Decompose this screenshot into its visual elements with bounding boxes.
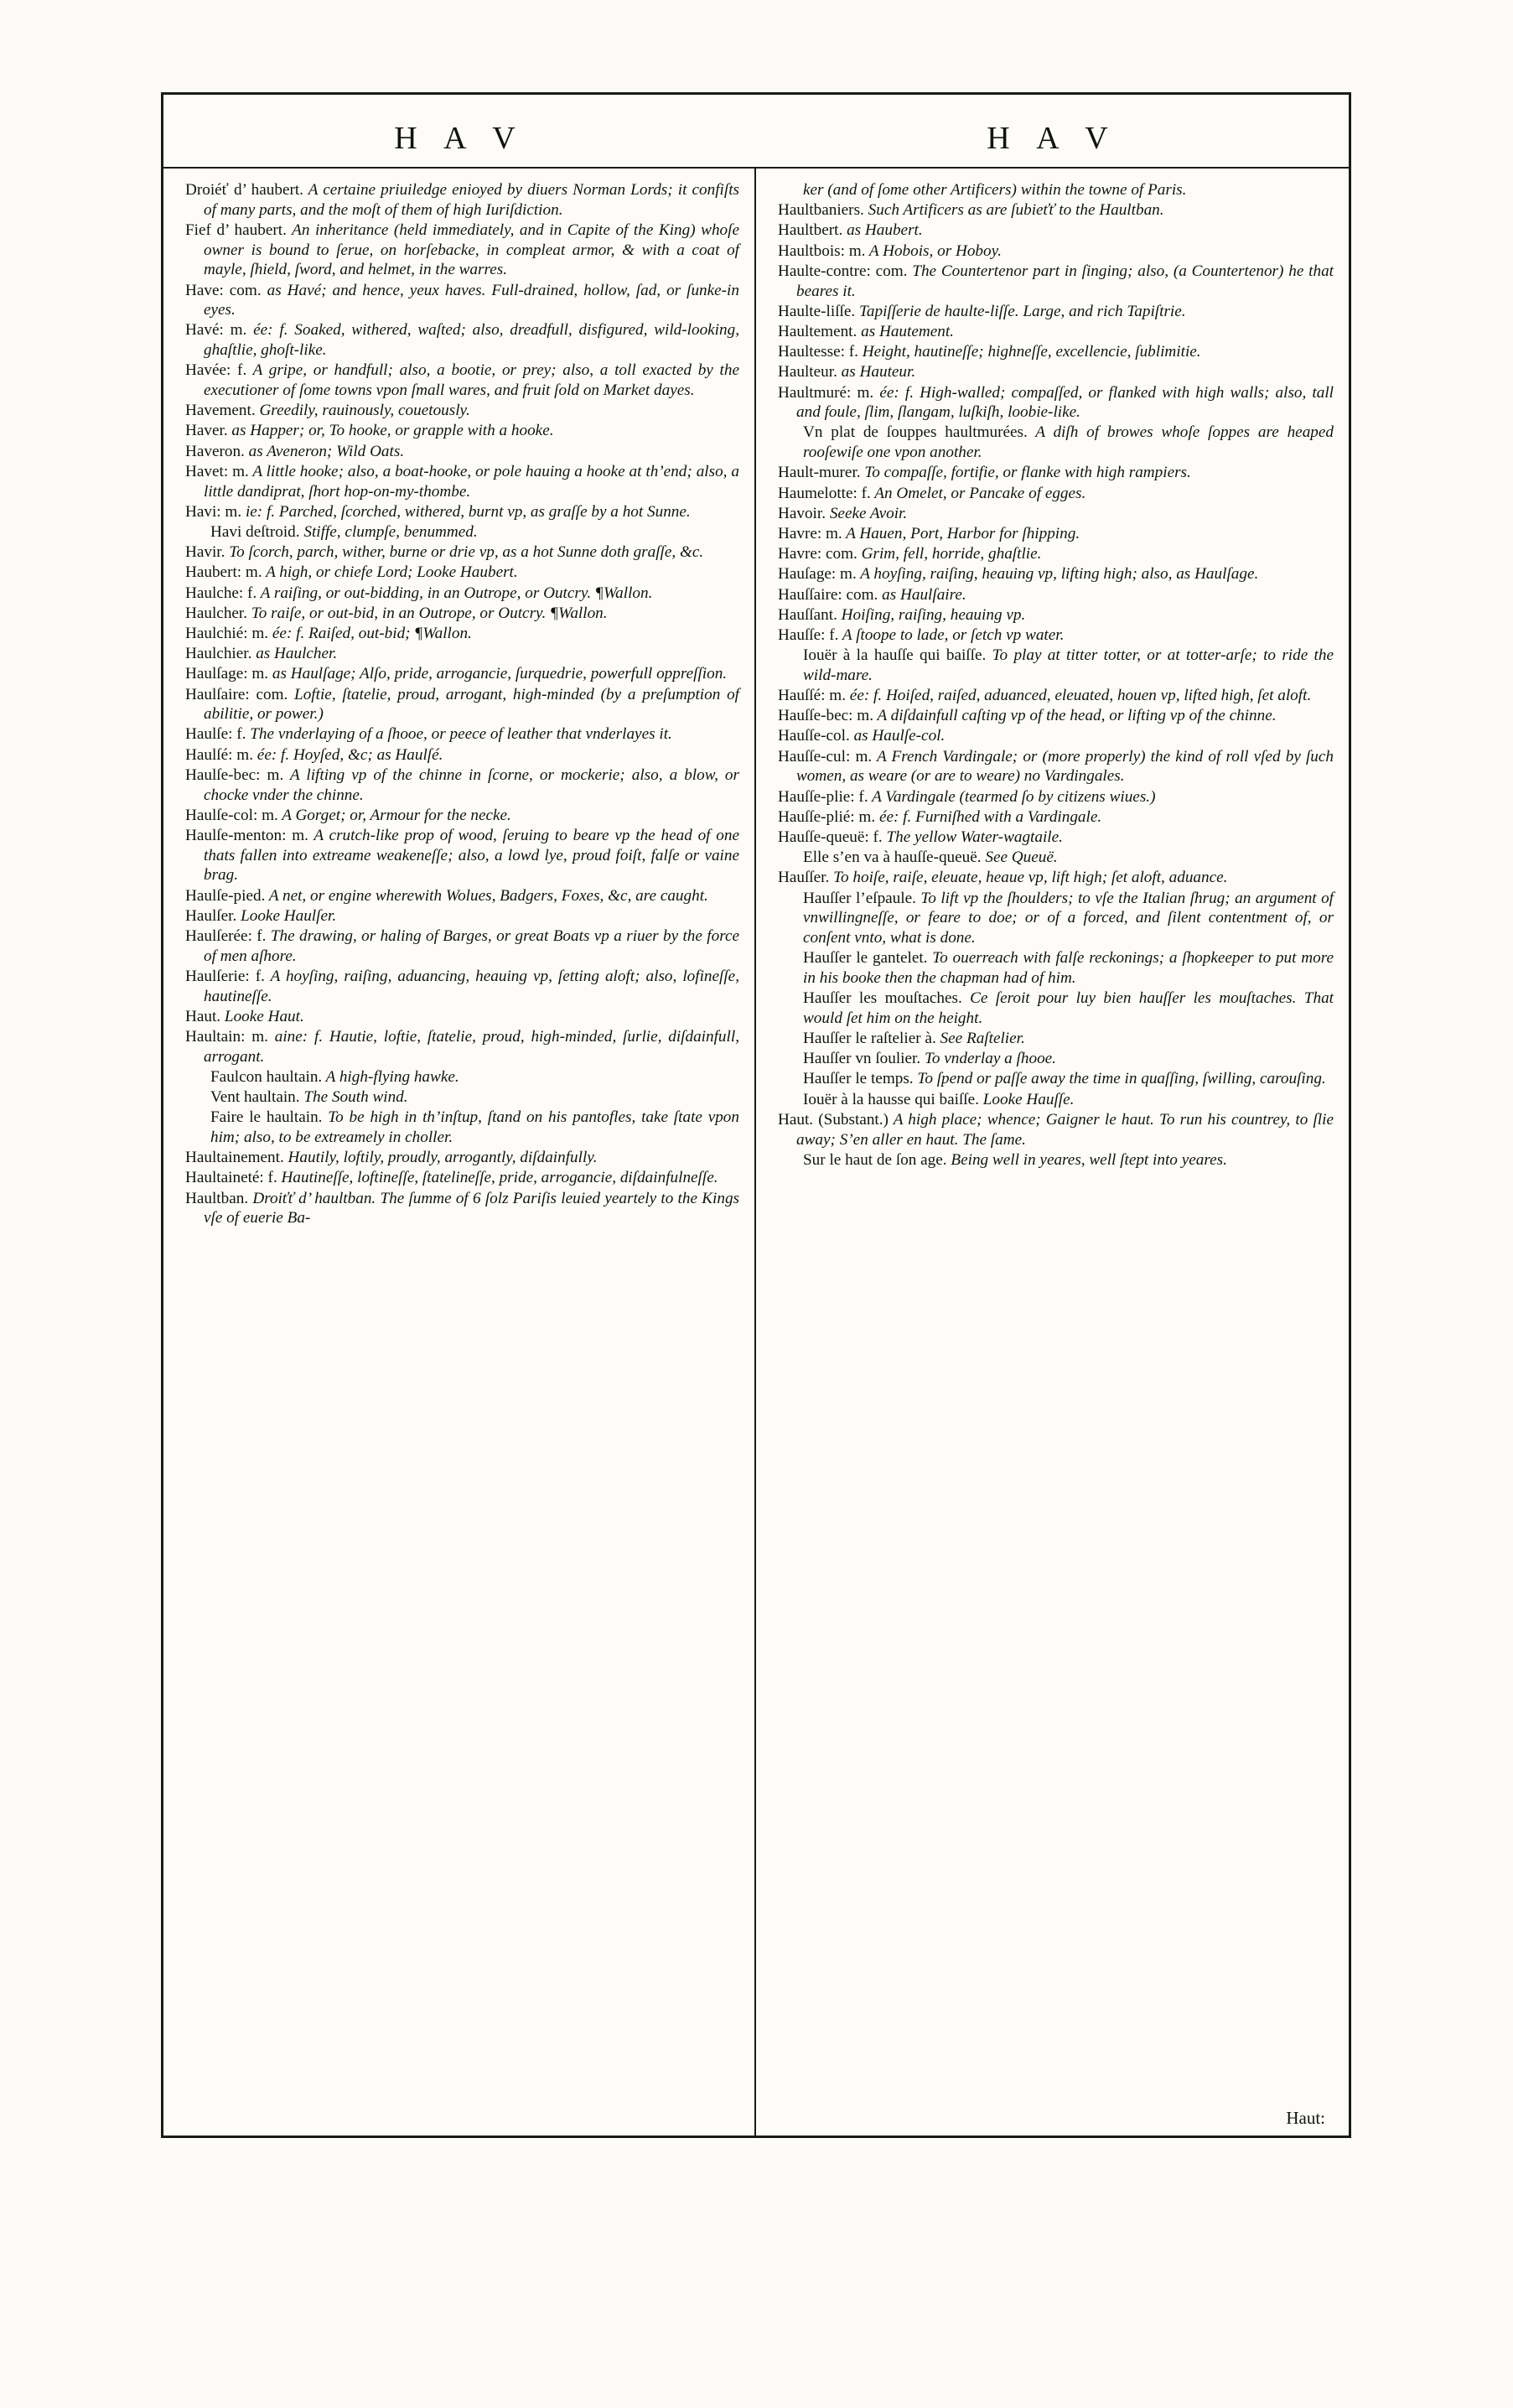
entry-definition: An Omelet, or Pancake of egges.: [870, 484, 1086, 502]
dictionary-entry: [185, 563, 739, 583]
dictionary-entry: [185, 906, 739, 926]
entry-definition: as Havé; and hence, yeux haves. Full-drained, hollow, ſad, or ſunke-in eyes.: [204, 281, 739, 319]
entry-definition: Droiťť d’ haultban. The ſumme of 6 ſolz Pariſis leuied yeartely to the Kings vſe of euerie Ba-: [204, 1189, 739, 1227]
dictionary-entry: [185, 1087, 739, 1108]
entry-headword: Haver.: [185, 422, 228, 440]
entry-definition: Looke Hauſſe.: [978, 1090, 1075, 1108]
entry-headword: Havi deſtroid.: [210, 522, 300, 541]
entry-headword: Hauſſant.: [778, 605, 837, 624]
dictionary-entry: [185, 724, 739, 745]
dictionary-entry: [778, 787, 1334, 807]
dictionary-entry: [778, 322, 1334, 342]
dictionary-entry: [185, 826, 739, 885]
entry-definition: Being well in yeares, well ſtept into yeares.: [946, 1150, 1227, 1169]
dictionary-entry: [778, 383, 1334, 423]
entry-headword: Haubert: m.: [185, 563, 262, 582]
dictionary-entry: [778, 948, 1334, 988]
entry-headword: Havoir.: [778, 504, 826, 522]
entry-headword: Hauſſe-plie: f.: [778, 787, 868, 806]
dictionary-entry: [778, 262, 1334, 301]
entry-headword: Have: com.: [185, 281, 262, 299]
column-left-entries: [185, 180, 739, 1228]
entry-headword: Haultbois: m.: [778, 241, 866, 260]
entry-headword: Haulſe: f.: [185, 725, 246, 744]
entry-headword: Haultbaniers.: [778, 201, 864, 220]
dictionary-entry: [778, 585, 1334, 605]
dictionary-entry: [185, 421, 739, 441]
entry-definition: The Countertenor part in ſinging; also, (a Countertenor) he that beares it.: [796, 262, 1334, 300]
entry-headword: Havement.: [185, 402, 256, 420]
entry-definition: Height, hautineſſe; highneſſe, excellencie, ſublimitie.: [858, 343, 1201, 361]
entry-definition: Looke Haut.: [220, 1007, 304, 1025]
entry-headword: Haultban.: [185, 1189, 249, 1207]
dictionary-entry: [778, 1069, 1334, 1089]
entry-headword: Haulſer.: [185, 906, 237, 925]
entry-definition: See Queuë.: [981, 849, 1058, 867]
entry-definition: as Hauteur.: [837, 363, 916, 381]
entry-definition: as Aveneron; Wild Oats.: [244, 442, 405, 460]
dictionary-entry: [778, 241, 1334, 262]
entry-definition: To be high in th’inſtup, ſtand on his pantofles, take ſtate vpon him; also, to be extreamely in choller.: [210, 1108, 739, 1147]
dictionary-entry: [185, 584, 739, 604]
catchword: Haut:: [1286, 2108, 1325, 2128]
entry-definition: ée: f. Hoiſed, raiſed, aduanced, eleuated, houen vp, lifted high, ſet aloft.: [846, 687, 1312, 705]
dictionary-entry: [778, 747, 1334, 786]
entry-definition: A little hooke; also, a boat-hooke, or pole hauing a hooke at th’end; also, a little dandiprat, ſhort hop-on-my-thombe.: [204, 462, 739, 501]
entry-definition: A certaine priuiledge enioyed by diuers Norman Lords; it confiſts of many parts, and the moſt of them of high Iuriſdiction.: [204, 181, 740, 219]
running-heads: [163, 95, 1349, 167]
dictionary-entry: [778, 889, 1334, 948]
entry-headword: Haultement.: [778, 322, 858, 340]
entry-definition: A raiſing, or out-bidding, in an Outrope, or Outcry. ¶Wallon.: [256, 584, 653, 602]
entry-headword: Haulſerie: f.: [185, 967, 265, 985]
entry-definition: A lifting vp of the chinne in ſcorne, or mockerie; also, a blow, or chocke vnder the chinne.: [204, 765, 739, 804]
entry-definition: as Happer; or, To hooke, or grapple with a hooke.: [227, 422, 554, 440]
entry-definition: Grim, fell, horride, ghaſtlie.: [857, 545, 1042, 563]
dictionary-entry: [185, 522, 739, 542]
entry-definition: ée: f. Hoyſed, &c; as Haulſé.: [253, 745, 443, 764]
dictionary-entry: [185, 967, 739, 1006]
entry-headword: Hauſſer vn ſoulier.: [803, 1050, 921, 1068]
entry-definition: Seeke Avoir.: [826, 504, 908, 522]
entry-definition: as Haubert.: [842, 221, 923, 240]
entry-definition: To ouerreach with falſe reckonings; a ſhopkeeper to put more in his booke then the chapman had of him.: [803, 949, 1334, 987]
entry-definition: ée: f. Raiſed, out-bid; ¶Wallon.: [268, 624, 472, 642]
column-right: [756, 169, 1349, 2136]
entry-definition: An inheritance (held immediately, and in Capite of the King) whoſe owner is bound to ſerue, on horſebacke, in compleat armor, & with a coat of mayle, ſhield, ſword, and helmet, in the warres.: [204, 221, 739, 279]
entry-definition: A gripe, or handfull; also, a bootie, or prey; also, a toll exacted by the executioner of ſome towns vpon ſmall wares, and fruit ſold on Market dayes.: [204, 361, 739, 400]
entry-headword: Haut. (Substant.): [778, 1110, 889, 1129]
entry-headword: Havre: com.: [778, 545, 858, 563]
entry-headword: Hauſſer le gantelet.: [803, 949, 928, 968]
dictionary-entry: [778, 868, 1334, 888]
entry-definition: as Hautement.: [857, 322, 954, 340]
entry-definition: To compaſſe, fortifie, or flanke with high rampiers.: [860, 464, 1191, 482]
dictionary-entry: [778, 1029, 1334, 1049]
entry-headword: Haulſage: m.: [185, 665, 269, 683]
entry-headword: Havir.: [185, 543, 225, 562]
dictionary-entry: [778, 524, 1334, 544]
page-frame: [161, 92, 1351, 2138]
dictionary-entry: [778, 848, 1334, 868]
entry-headword: Haultbert.: [778, 221, 843, 240]
entry-definition: To hoiſe, raiſe, eleuate, heaue vp, lift high; ſet aloft, aduance.: [829, 869, 1228, 887]
entry-definition: Such Artificers as are ſubieťť to the Haultban.: [863, 201, 1164, 220]
column-right-entries: [778, 180, 1334, 1170]
entry-definition: A French Vardingale; or (more properly) the kind of roll vſed by ſuch women, as weare (or are to weare) no Vardingales.: [796, 747, 1334, 786]
dictionary-entry: [185, 221, 739, 280]
entry-headword: Fief d’ haubert.: [185, 221, 287, 239]
entry-definition: The drawing, or haling of Barges, or great Boats vp a riuer by the force of men aſhore.: [204, 927, 739, 965]
dictionary-entry: [185, 320, 739, 360]
entry-headword: Haultain: m.: [185, 1028, 268, 1046]
dictionary-entry: [778, 706, 1334, 726]
entry-definition: Ce ſeroit pour luy bien hauſſer les mouſtaches. That would ſet him on the height.: [803, 989, 1334, 1027]
dictionary-entry: [778, 828, 1334, 848]
dictionary-entry: [185, 604, 739, 624]
entry-definition: A Hobois, or Hoboy.: [865, 241, 1002, 260]
dictionary-entry: [778, 1090, 1334, 1110]
dictionary-entry: [778, 484, 1334, 504]
entry-definition: as Haulſaire.: [878, 585, 966, 604]
entry-definition: A Gorget; or, Armour for the necke.: [277, 806, 511, 824]
dictionary-entry: [778, 544, 1334, 564]
entry-headword: Havre: m.: [778, 524, 842, 542]
entry-headword: Droiéť d’ haubert.: [185, 181, 303, 199]
dictionary-entry: [778, 686, 1334, 706]
entry-headword: Haultesse: f.: [778, 343, 858, 361]
dictionary-entry: [185, 542, 739, 563]
entry-definition: Looke Haulſer.: [236, 906, 337, 925]
entry-definition: as Haulſage; Alſo, pride, arrogancie, ſurquedrie, powerfull oppreſſion.: [268, 665, 728, 683]
dictionary-entry: [185, 886, 739, 906]
entry-definition: The yellow Water-wagtaile.: [882, 828, 1063, 846]
dictionary-entry: [778, 1150, 1334, 1170]
dictionary-entry: [185, 361, 739, 400]
entry-definition: A diſdainfull caſting vp of the head, or lifting vp of the chinne.: [873, 707, 1277, 725]
entry-headword: Faire le haultain.: [210, 1108, 323, 1127]
entry-headword: Vn plat de ſouppes haultmurées.: [803, 423, 1028, 442]
dictionary-entry: [778, 463, 1334, 483]
entry-headword: Haulſé: m.: [185, 745, 253, 764]
entry-headword: Haulteur.: [778, 363, 837, 381]
dictionary-entry: [185, 644, 739, 664]
dictionary-entry: [185, 806, 739, 826]
entry-definition: ée: f. Soaked, withered, waſted; also, dreadfull, disfigured, wild-looking, ghaſtlie, ghoſt-like.: [204, 321, 739, 360]
dictionary-entry: [778, 1049, 1334, 1069]
dictionary-entry: [185, 664, 739, 684]
entry-definition: A Hauen, Port, Harbor for ſhipping.: [842, 524, 1080, 542]
entry-headword: Hauſſer le temps.: [803, 1070, 914, 1088]
dictionary-entry: [185, 685, 739, 724]
entry-definition: Greedily, rauinously, couetously.: [255, 402, 470, 420]
entry-headword: Hauſage: m.: [778, 565, 857, 584]
entry-definition: See Raſtelier.: [935, 1030, 1025, 1048]
entry-headword: Haulſe-menton: m.: [185, 827, 308, 844]
entry-headword: Havée: f.: [185, 361, 247, 380]
entry-definition: ker (and of ſome other Artificers) within the towne of Paris.: [803, 181, 1187, 199]
entry-definition: To ſpend or paſſe away the time in quaſſing, ſwilling, carouſing.: [913, 1070, 1326, 1088]
entry-definition: Hautily, loftily, proudly, arrogantly, diſdainfully.: [283, 1149, 598, 1167]
entry-headword: Vent haultain.: [210, 1088, 300, 1107]
entry-definition: ée: f. High-walled; compaſſed, or flanked with high walls; also, tall and foule, ſlim, ſlangam, luſkiſh, loobie-like.: [796, 383, 1334, 422]
entry-definition: as Haulſe-col.: [849, 727, 946, 745]
entry-definition: Hoiſing, raiſing, heauing vp.: [837, 605, 1026, 624]
entry-definition: ée: f. Furniſhed with a Vardingale.: [875, 807, 1102, 826]
entry-headword: Sur le haut de ſon age.: [803, 1150, 947, 1169]
dictionary-entry: [185, 180, 739, 220]
entry-definition: A high-flying hawke.: [322, 1067, 459, 1086]
entry-headword: Haulſe-bec: m.: [185, 765, 284, 784]
entry-headword: Elle s’en va à hauſſe-queuë.: [803, 849, 982, 867]
entry-headword: Hauſſe-queuë: f.: [778, 828, 883, 846]
entry-definition: Stiffe, clumpſe, benummed.: [299, 522, 478, 541]
entry-headword: Hault-murer.: [778, 464, 861, 482]
dictionary-entry: [185, 442, 739, 462]
entry-headword: Haulſerée: f.: [185, 927, 267, 946]
entry-headword: Hauſſe-bec: m.: [778, 707, 874, 725]
entry-definition: To play at titter totter, or at totter-arſe; to ride the wild-mare.: [803, 646, 1334, 684]
dictionary-entry: [778, 302, 1334, 322]
dictionary-entry: [778, 989, 1334, 1028]
dictionary-entry: [778, 200, 1334, 221]
entry-headword: Havet: m.: [185, 462, 249, 480]
dictionary-entry: [185, 1007, 739, 1027]
entry-headword: Hauſſé: m.: [778, 687, 846, 705]
entry-definition: as Haulcher.: [251, 645, 338, 663]
entry-headword: Havi: m.: [185, 502, 242, 521]
text-columns: [163, 169, 1349, 2136]
dictionary-entry: [185, 1189, 739, 1228]
entry-headword: Faulcon haultain.: [210, 1067, 323, 1086]
dictionary-entry: [185, 1027, 739, 1066]
dictionary-entry: [185, 1067, 739, 1087]
entry-definition: ie: f. Parched, ſcorched, withered, burnt vp, as graſſe by a hot Sunne.: [241, 502, 691, 521]
entry-headword: Hauſſe-cul: m.: [778, 747, 873, 765]
entry-definition: A hoyſing, raiſing, heauing vp, lifting high; also, as Haulſage.: [856, 565, 1259, 584]
entry-headword: Haulche: f.: [185, 584, 257, 602]
entry-headword: Haulchié: m.: [185, 624, 269, 642]
entry-headword: Hauſſaire: com.: [778, 585, 878, 604]
entry-headword: Hauſſe-plié: m.: [778, 807, 876, 826]
entry-definition: A net, or engine wherewith Wolues, Badgers, Foxes, &c, are caught.: [265, 886, 708, 905]
dictionary-entry: [778, 362, 1334, 382]
entry-headword: Iouër à la hauſſe qui baiſſe.: [803, 646, 987, 665]
entry-definition: A high place; whence; Gaigner le haut. To run his countrey, to ſlie away; S’en aller en haut. The ſame.: [796, 1110, 1334, 1149]
dictionary-entry: [778, 564, 1334, 584]
dictionary-entry: [185, 1108, 739, 1147]
entry-definition: The vnderlaying of a ſhooe, or peece of leather that vnderlayes it.: [246, 725, 672, 744]
entry-definition: Loftie, ſtatelie, proud, arrogant, high-minded (by a preſumption of abilitie, or power.): [204, 685, 739, 724]
dictionary-entry: [185, 926, 739, 966]
dictionary-entry: [778, 423, 1334, 462]
dictionary-entry: [185, 624, 739, 644]
entry-definition: A Vardingale (tearmed ſo by citizens wiues.): [868, 787, 1156, 806]
entry-headword: Haulſe-pied.: [185, 886, 266, 905]
entry-definition: To raiſe, or out-bid, in an Outrope, or Outcry. ¶Wallon.: [247, 604, 608, 622]
dictionary-entry: [185, 502, 739, 522]
dictionary-entry: [778, 625, 1334, 646]
dictionary-entry: [185, 765, 739, 805]
entry-headword: Haulchier.: [185, 645, 252, 663]
entry-headword: Hauſſer le raſtelier à.: [803, 1030, 936, 1048]
entry-headword: Haulſaire: com.: [185, 685, 288, 703]
dictionary-entry: [778, 1110, 1334, 1150]
dictionary-entry: [185, 401, 739, 421]
entry-headword: Haulte-contre: com.: [778, 262, 908, 280]
entry-headword: Hauſſer l’eſpaule.: [803, 889, 916, 907]
dictionary-entry: [778, 504, 1334, 524]
dictionary-entry: [778, 605, 1334, 625]
entry-headword: Haulte-liſſe.: [778, 302, 856, 320]
column-left: [163, 169, 756, 2136]
entry-headword: Haumelotte: f.: [778, 484, 871, 502]
entry-headword: Haut.: [185, 1007, 221, 1025]
entry-headword: Haulſe-col: m.: [185, 806, 278, 824]
entry-definition: A high, or chiefe Lord; Looke Haubert.: [262, 563, 518, 582]
dictionary-entry: [778, 807, 1334, 828]
entry-headword: Haulcher.: [185, 604, 248, 622]
dictionary-entry: [185, 745, 739, 765]
entry-headword: Haultmuré: m.: [778, 383, 874, 402]
entry-definition: A ſtoope to lade, or ſetch vp water.: [838, 625, 1065, 644]
entry-definition: A diſh of browes whoſe ſoppes are heaped rooſewiſe one vpon another.: [803, 423, 1334, 462]
dictionary-entry: [778, 180, 1334, 200]
running-head-right: H A V: [987, 121, 1118, 156]
dictionary-entry: [185, 1148, 739, 1168]
dictionary-entry: [185, 281, 739, 320]
dictionary-entry: [185, 462, 739, 501]
entry-headword: Havé: m.: [185, 321, 247, 340]
entry-headword: Iouër à la hausse qui baiſſe.: [803, 1090, 979, 1108]
entry-headword: Hauſſer les mouſtaches.: [803, 989, 962, 1008]
entry-definition: To ſcorch, parch, wither, burne or drie vp, as a hot Sunne doth graſſe, &c.: [225, 543, 704, 562]
dictionary-entry: [778, 221, 1334, 241]
dictionary-entry: [185, 1168, 739, 1188]
dictionary-entry: [778, 342, 1334, 362]
entry-headword: Haveron.: [185, 442, 245, 460]
entry-definition: The South wind.: [299, 1088, 408, 1107]
entry-definition: To lift vp the ſhoulders; to vſe the Italian ſhrug; an argument of vnwillingneſſe, or feare to doe; or of a forced, and ſilent contentment of, or conſent vnto, what is done.: [803, 889, 1334, 947]
entry-definition: A crutch-like prop of wood, ſeruing to beare vp the head of one thats fallen into extreame weakeneſſe; also, a lowd lye, proud foiſt, falſe or vaine brag.: [204, 827, 739, 885]
entry-definition: aine: f. Hautie, loftie, ſtatelie, proud, high-minded, ſurlie, diſdainfull, arrogant.: [204, 1028, 739, 1066]
entry-definition: Hautineſſe, loftineſſe, ſtatelineſſe, pride, arrogancie, diſdainfulneſſe.: [277, 1169, 718, 1187]
dictionary-entry: [778, 646, 1334, 685]
entry-headword: Hauſſe: f.: [778, 625, 839, 644]
entry-headword: Haultainement.: [185, 1149, 284, 1167]
entry-headword: Haultaineté: f.: [185, 1169, 277, 1187]
dictionary-entry: [778, 726, 1334, 746]
entry-headword: Hauſſer.: [778, 869, 830, 887]
entry-definition: A hoyſing, raiſing, aduancing, heauing vp, ſetting aloft; also, lofineſſe, hautineſſe.: [204, 967, 739, 1005]
entry-headword: Hauſſe-col.: [778, 727, 850, 745]
entry-definition: Tapiſſerie de haulte-liſſe. Large, and rich Tapiſtrie.: [855, 302, 1186, 320]
entry-definition: To vnderlay a ſhooe.: [920, 1050, 1056, 1068]
running-head-left: H A V: [394, 121, 526, 156]
